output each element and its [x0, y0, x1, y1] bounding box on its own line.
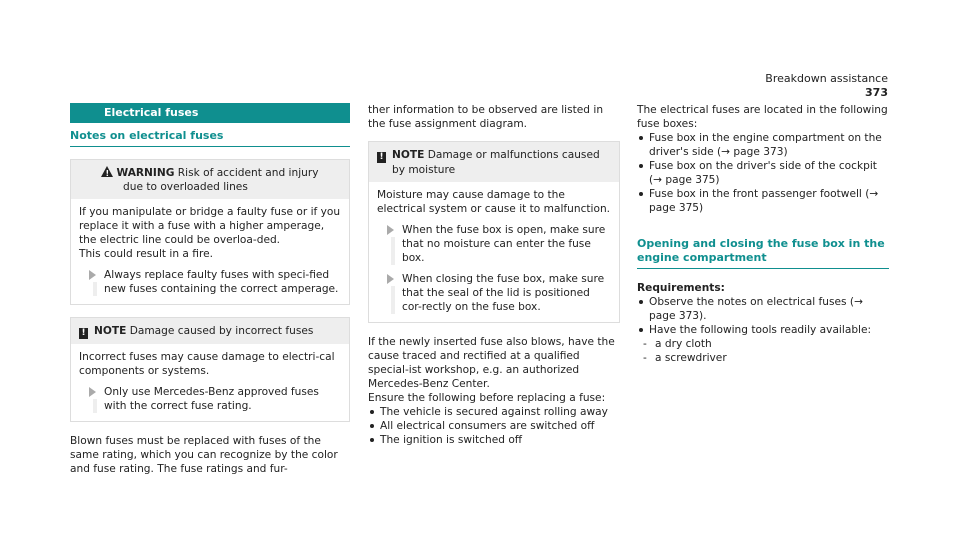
column-1 — [70, 103, 350, 476]
page-number: 373 — [865, 86, 888, 99]
step-bar — [391, 286, 395, 314]
section-title-bar: Electrical fuses — [70, 103, 350, 123]
note-icon: ! — [377, 152, 386, 163]
section-name: Breakdown assistance — [765, 72, 888, 85]
fuse-box-list — [637, 131, 889, 215]
note-title-line2: by moisture — [392, 164, 456, 176]
requirements-label: Requirements: — [637, 282, 725, 294]
running-header — [736, 72, 888, 100]
note-icon: ! — [79, 328, 88, 339]
ensure-paragraph: Ensure the following before replacing a fuse: — [368, 392, 606, 404]
list-item: Fuse box in the engine compartment on the driver's side (→ page 373) — [637, 131, 889, 159]
list-item: Observe the notes on electrical fuses (→ page 373). — [637, 295, 889, 323]
note-title: Damage caused by incorrect fuses — [126, 325, 314, 337]
requirements-list — [637, 295, 889, 365]
notes-subheading: Notes on electrical fuses — [70, 129, 350, 147]
note-box-moisture — [368, 141, 620, 323]
warning-title: Risk of accident and injury — [174, 167, 319, 179]
step-bar — [93, 282, 97, 296]
note-step-2 — [377, 272, 611, 314]
blows-paragraph: If the newly inserted fuse also blows, have the cause traced and rectified at a qualified special-ist workshop, e.g. an authorized Mercedes-Benz Center. — [368, 336, 615, 390]
precondition-list — [368, 405, 620, 447]
note-step-1 — [377, 223, 611, 265]
list-item: The vehicle is secured against rolling away — [368, 405, 620, 419]
list-item: Fuse box on the driver's side of the cockpit (→ page 375) — [637, 159, 889, 187]
note-title: Damage or malfunctions caused — [424, 149, 600, 161]
note-header — [369, 142, 619, 182]
note-body: Moisture may cause damage to the electrical system or cause it to malfunction. — [377, 189, 611, 215]
warning-body-2: This could result in a fire. — [79, 248, 213, 260]
continuation-paragraph: ther information to be observed are listed in the fuse assignment diagram. — [368, 104, 604, 130]
note-label: NOTE — [94, 325, 127, 337]
warning-step-text: Always replace faulty fuses with speci-fied new fuses containing the correct amperage. — [104, 269, 339, 295]
note-step-text: Only use Mercedes-Benz approved fuses with the correct fuse rating. — [104, 386, 319, 412]
note-box-fuses — [70, 317, 350, 422]
note-header — [71, 318, 349, 344]
list-item: The ignition is switched off — [368, 433, 620, 447]
warning-box — [70, 159, 350, 305]
step-arrow-icon — [89, 270, 96, 280]
warning-title-line2: due to overloaded lines — [123, 181, 248, 193]
step-bar — [391, 237, 395, 265]
step-arrow-icon — [89, 387, 96, 397]
list-item: Fuse box in the front passenger footwell (→ page 375) — [637, 187, 889, 215]
warning-body: If you manipulate or bridge a faulty fuse or if you replace it with a fuse with a higher amperage, the electric line could be overloa-ded. — [79, 206, 341, 246]
note-label: NOTE — [392, 149, 425, 161]
warning-header — [71, 160, 349, 199]
step-arrow-icon — [387, 274, 394, 284]
note-body: Incorrect fuses may cause damage to electri-cal components or systems. — [79, 351, 335, 377]
warning-label: WARNING — [116, 167, 175, 179]
fuse-box-intro: The electrical fuses are located in the following fuse boxes: — [637, 104, 888, 130]
list-item: Have the following tools readily available: — [637, 323, 889, 337]
step-bar — [93, 399, 97, 413]
column-2 — [368, 103, 620, 447]
blown-fuses-paragraph: Blown fuses must be replaced with fuses of the same rating, which you can recognize by the color and fuse rating. The fuse ratings and fur- — [70, 435, 338, 475]
column-3 — [637, 103, 889, 365]
tool-item: - a screwdriver — [637, 351, 889, 365]
tool-item: - a dry cloth — [637, 337, 889, 351]
note-step-text: When closing the fuse box, make sure that the seal of the lid is positioned cor-rectly on the fuse box. — [402, 273, 605, 313]
note-step-text: When the fuse box is open, make sure that no moisture can enter the fuse box. — [402, 224, 606, 264]
warning-triangle-icon — [101, 166, 113, 177]
list-item: All electrical consumers are switched off — [368, 419, 620, 433]
note-step — [79, 385, 341, 413]
warning-step — [79, 268, 341, 296]
fuse-box-subheading: Opening and closing the fuse box in the engine compartment — [637, 237, 889, 269]
step-arrow-icon — [387, 225, 394, 235]
